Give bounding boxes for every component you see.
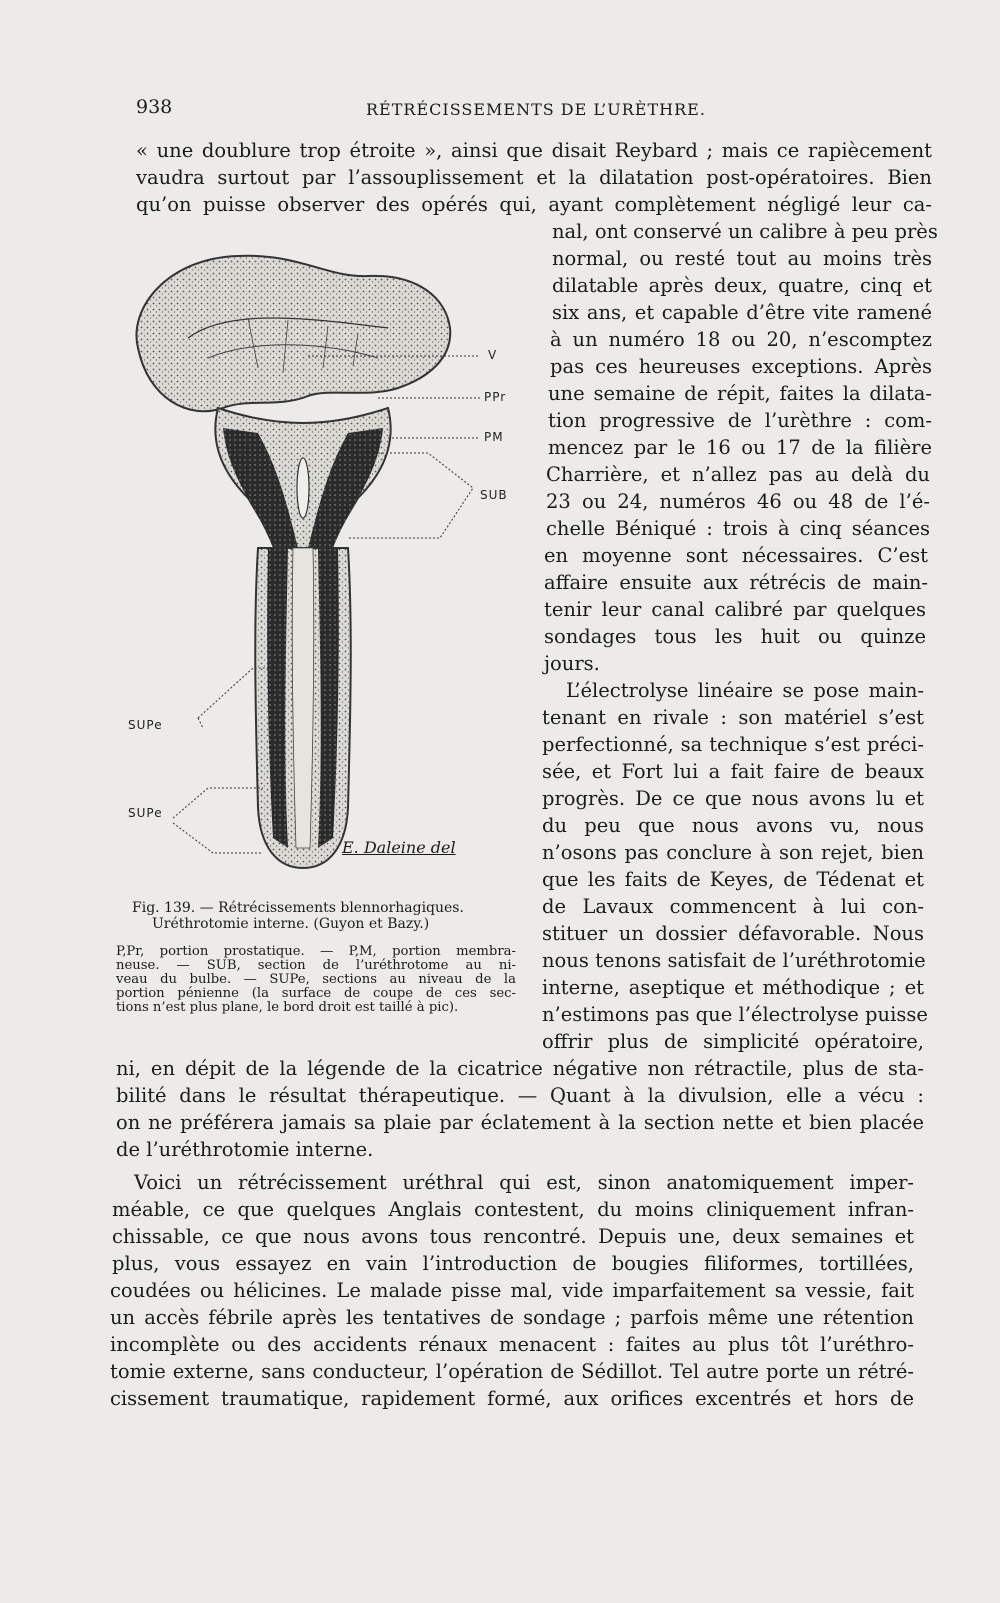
legend-line: P,Pr, portion prostatique. — P,M, portion membra- — [116, 944, 516, 959]
text-line: coudées ou hélicines. Le malade pisse mal, vide imparfaitement sa vessie, fait — [110, 1279, 914, 1302]
text-line: vaudra surtout par l’assouplissement et la dilatation post-opératoires. Bien — [136, 166, 932, 189]
text-line: bilité dans le résultat thérapeutique. — Quant à la divulsion, elle a vécu : — [116, 1084, 924, 1107]
legend-line: neuse. — SUB, section de l’uréthrotome au ni- — [116, 958, 516, 973]
text-line: sondages tous les huit ou quinze — [544, 625, 926, 648]
text-line: tenant en rivale : son matériel s’est — [542, 706, 924, 729]
label-supe-upper: SUPe — [128, 718, 163, 732]
text-line: chelle Béniqué : trois à cinq séances — [546, 517, 930, 540]
label-sub: SUB — [480, 488, 508, 502]
text-line: nous tenons satisfait de l’uréthrotomie — [542, 949, 926, 972]
text-line: six ans, et capable d’être vite ramené — [552, 301, 932, 324]
text-line: perfectionné, sa technique s’est préci- — [542, 733, 924, 756]
text-line: tomie externe, sans conducteur, l’opération de Sédillot. Tel autre porte un rétré- — [110, 1360, 914, 1383]
text-line: cissement traumatique, rapidement formé, aux orifices excentrés et hors de — [110, 1387, 914, 1410]
label-v: V — [488, 348, 498, 362]
text-line: L’électrolyse linéaire se pose main- — [566, 679, 924, 702]
text-line: normal, ou resté tout au moins très — [552, 247, 932, 270]
text-line: 23 ou 24, numéros 46 ou 48 de l’é- — [546, 490, 930, 513]
legend-line: veau du bulbe. — SUPe, sections au niveau de la — [116, 972, 516, 987]
text-line: interne, aseptique et méthodique ; et — [542, 976, 924, 999]
figure-legend — [116, 945, 516, 1015]
text-line: ni, en dépit de la légende de la cicatrice négative non rétractile, plus de sta- — [116, 1057, 924, 1080]
page-number: 938 — [136, 96, 173, 118]
text-line: chissable, ce que nous avons tous rencontré. Depuis une, deux semaines et — [112, 1225, 914, 1248]
text-line: affaire ensuite aux rétrécis de main- — [544, 571, 928, 594]
prostate-cap — [136, 256, 450, 411]
text-line: jours. — [544, 652, 600, 675]
text-line: Charrière, et n’allez pas au delà du — [546, 463, 930, 486]
text-line: dilatable après deux, quatre, cinq et — [552, 274, 932, 297]
text-line: offrir plus de simplicité opératoire, — [542, 1030, 924, 1053]
text-line: sée, et Fort lui a fait faire de beaux — [542, 760, 924, 783]
artist-signature: E. Daleine del — [342, 838, 456, 857]
text-line: en moyenne sont nécessaires. C’est — [544, 544, 928, 567]
text-line: plus, vous essayez en vain l’introduction de bougies filiformes, tortillées, — [112, 1252, 914, 1275]
running-head: RÉTRÉCISSEMENTS DE L’URÈTHRE. — [366, 100, 706, 119]
text-line: qu’on puisse observer des opérés qui, ayant complètement négligé leur ca- — [136, 193, 932, 216]
urethra-illustration — [128, 248, 520, 898]
text-line: pas ces heureuses exceptions. Après — [550, 355, 932, 378]
text-line: mencez par le 16 ou 17 de la filière — [548, 436, 932, 459]
text-line: « une doublure trop étroite », ainsi que disait Reybard ; mais ce rapiècement — [136, 139, 932, 162]
text-line: de l’uréthrotomie interne. — [116, 1138, 374, 1161]
text-line: on ne préférera jamais sa plaie par éclatement à la section nette et bien placée — [116, 1111, 924, 1134]
text-line: du peu que nous avons vu, nous — [542, 814, 924, 837]
caption-title: Fig. 139. — Rétrécissements blennorhagiques. — [132, 900, 464, 916]
text-line: à un numéro 18 ou 20, n’escomptez — [550, 328, 932, 351]
text-line: n’osons pas conclure à son rejet, bien — [542, 841, 924, 864]
text-line: stituer un dossier défavorable. Nous — [542, 922, 924, 945]
text-line: Voici un rétrécissement uréthral qui est, sinon anatomiquement imper- — [134, 1171, 914, 1194]
text-line: un accès fébrile après les tentatives de sondage ; parfois même une rétention — [110, 1306, 914, 1329]
caption-subtitle: Uréthrotomie interne. (Guyon et Bazy.) — [152, 916, 430, 932]
text-line: une semaine de répit, faites la dilata- — [548, 382, 932, 405]
text-line: progrès. De ce que nous avons lu et — [542, 787, 924, 810]
text-line: méable, ce que quelques Anglais contestent, du moins cliniquement infran- — [112, 1198, 914, 1221]
label-ppr: PPr — [484, 390, 507, 404]
text-line: incomplète ou des accidents rénaux menacent : faites au plus tôt l’uréthro- — [110, 1333, 914, 1356]
legend-line: tions n’est plus plane, le bord droit est taillé à pic). — [116, 1000, 459, 1015]
label-supe-lower: SUPe — [128, 806, 163, 820]
anatomical-figure — [128, 248, 520, 898]
text-line: tion progressive de l’urèthre : com- — [548, 409, 932, 432]
figure-caption — [132, 900, 512, 932]
text-line: n’estimons pas que l’électrolyse puisse — [542, 1003, 928, 1026]
page-header — [136, 96, 936, 124]
legend-line: portion pénienne (la surface de coupe de ces sec- — [116, 986, 516, 1001]
text-line: tenir leur canal calibré par quelques — [544, 598, 926, 621]
label-pm: PM — [484, 430, 504, 444]
text-line: que les faits de Keyes, de Tédenat et — [542, 868, 924, 891]
text-line: nal, ont conservé un calibre à peu près — [552, 220, 938, 243]
text-line: de Lavaux commencent à lui con- — [542, 895, 924, 918]
